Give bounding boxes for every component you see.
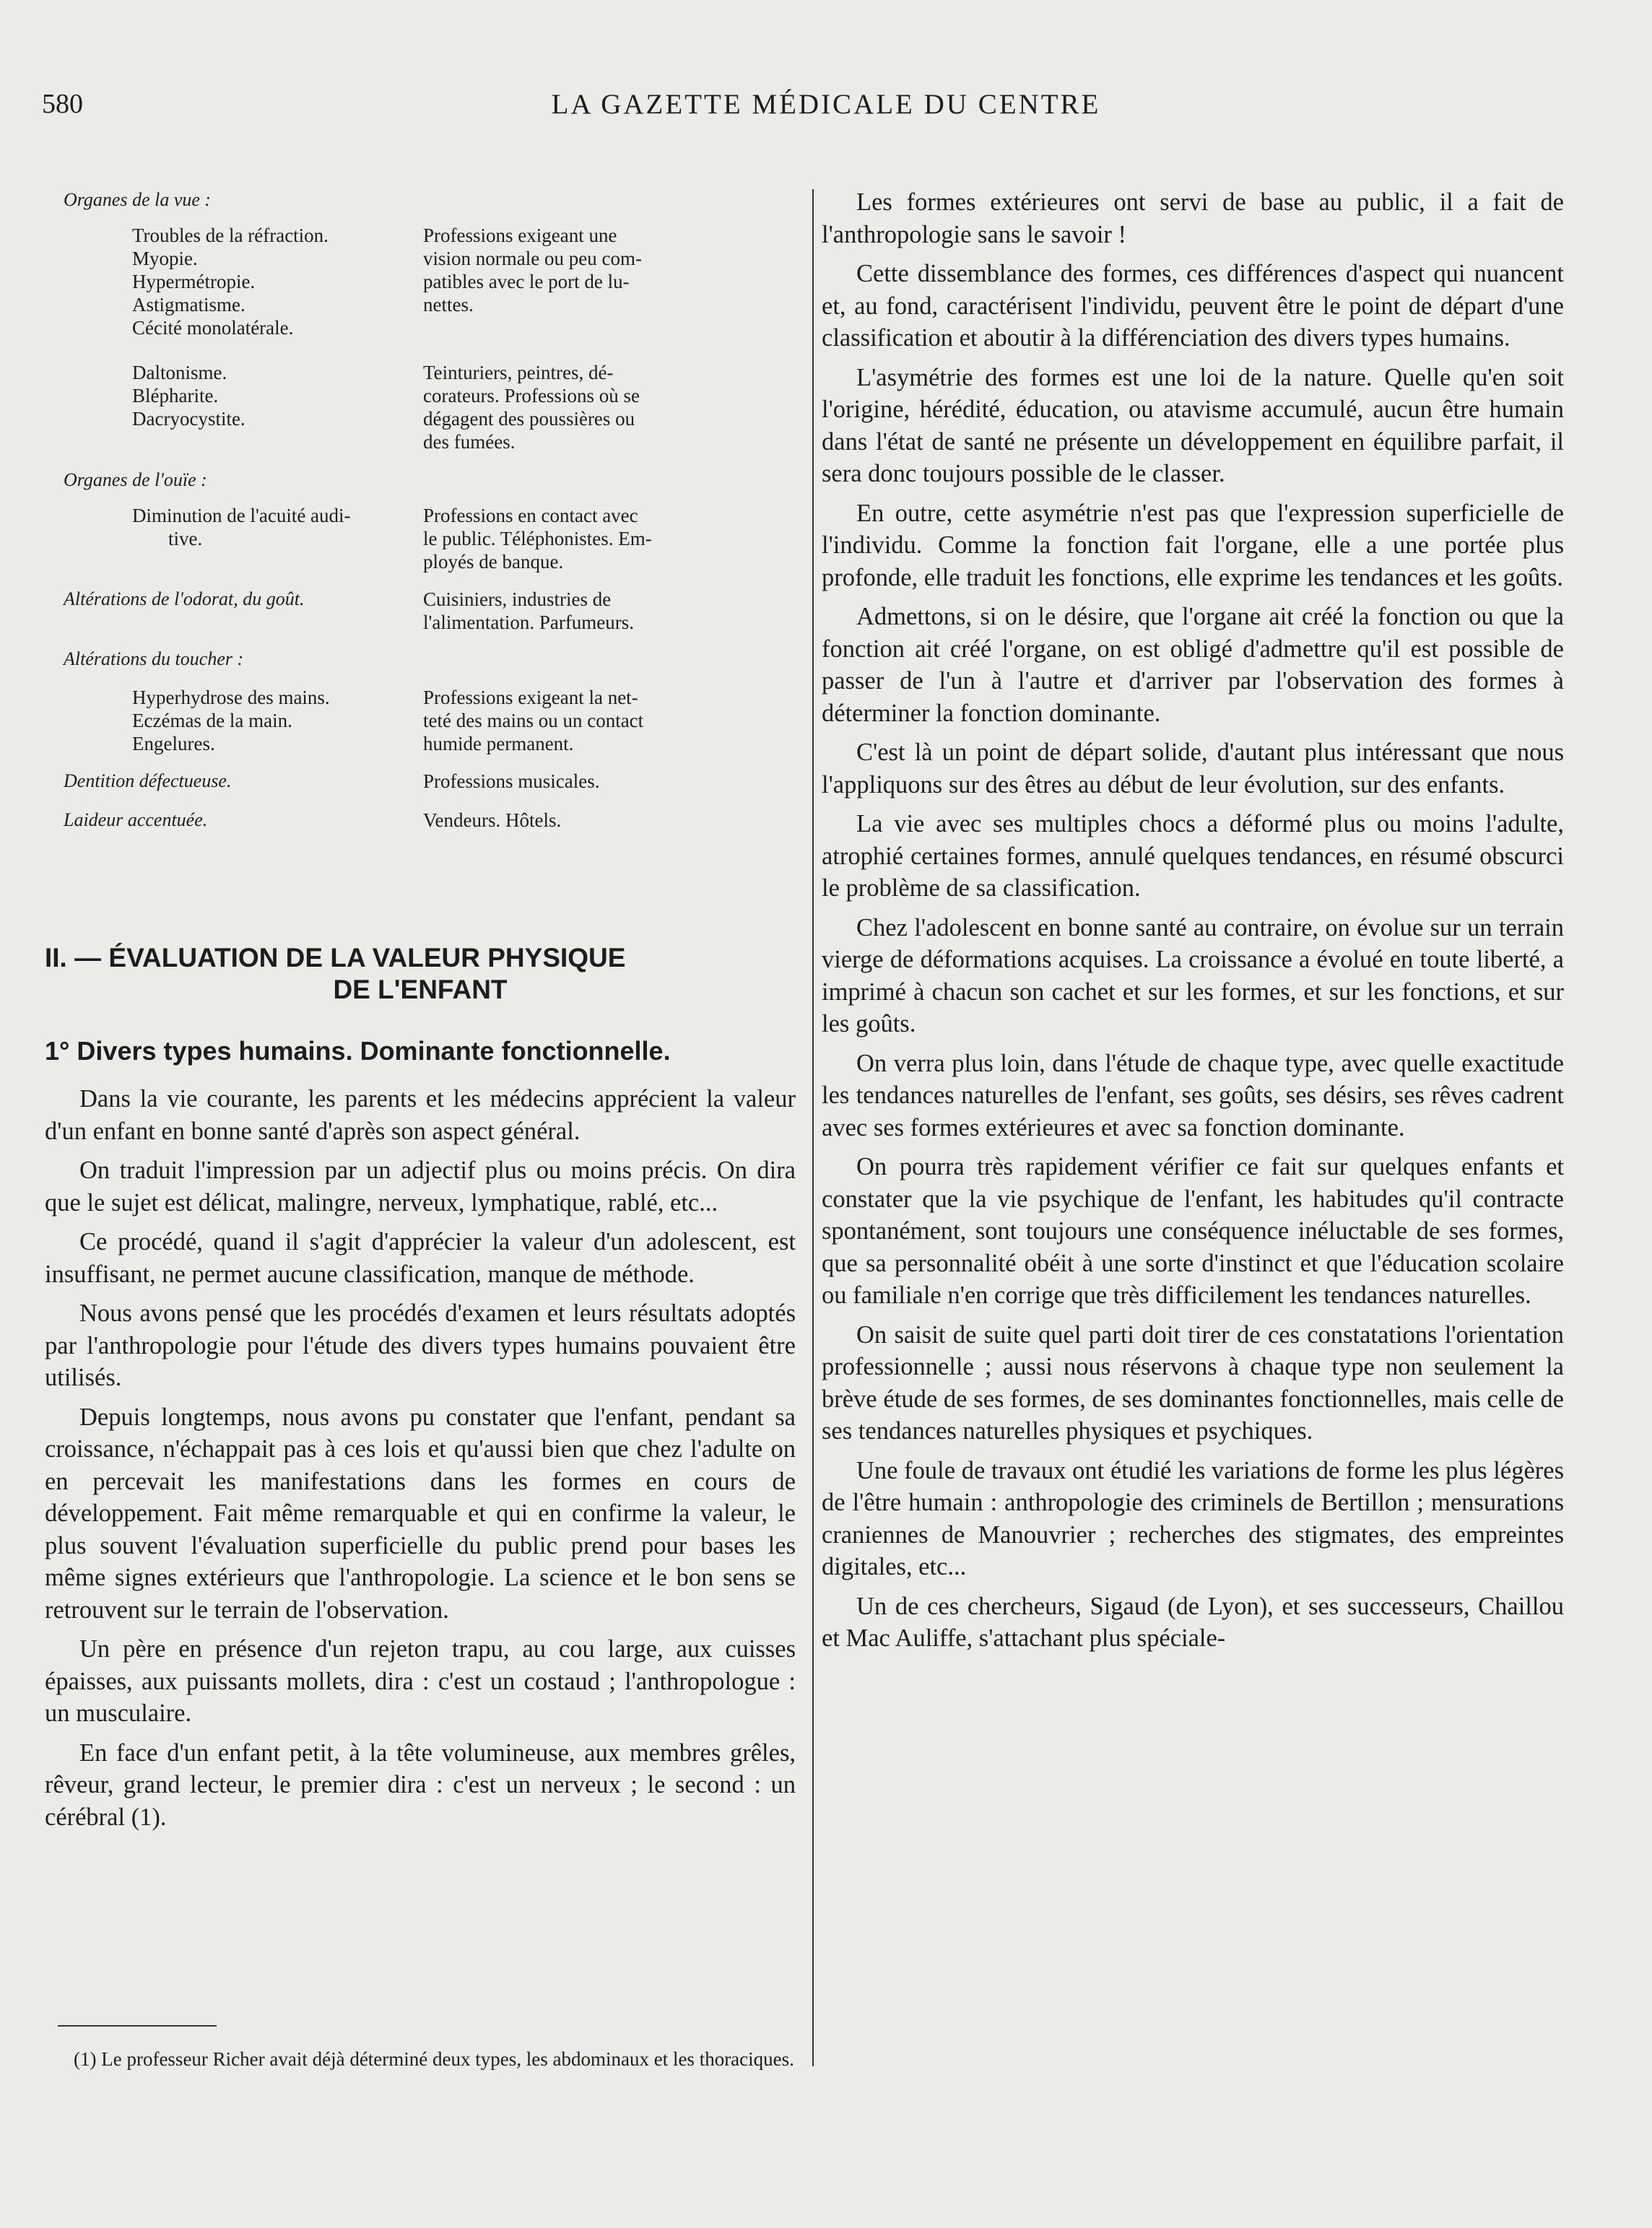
paragraph: Chez l'adolescent en bonne santé au contraire, on évolue sur un terrain vierge de déformations acquises. La croissance a évolué en toute liberté, a imprimé à chacun son cachet et sur les formes, et sur les fonctions, et sur les goûts. xyxy=(822,913,1564,1037)
paragraph: En outre, cette asymétrie n'est pas que l'expression superficielle de l'individu. Comme la fonction fait l'organe, elle a une portée plus profonde, elle traduit les fonctions, elle exprime les tendances et les goûts. xyxy=(822,499,1564,591)
condition: Diminution de l'acuité audi- xyxy=(132,505,351,526)
condition: Troubles de la réfraction. xyxy=(132,225,329,246)
footnote-rule xyxy=(58,2025,217,2027)
occupation-table xyxy=(64,189,793,832)
conditions-cell xyxy=(64,224,417,339)
condition: Hyperhydrose des mains. xyxy=(132,687,330,708)
conditions-cell xyxy=(64,504,417,573)
paragraph: La vie avec ses multiples chocs a déformé plus ou moins l'adulte, atrophié certaines formes, annulé quelques tendances, en résumé obscurci le problème de sa classification. xyxy=(822,810,1564,902)
table-row xyxy=(64,224,793,339)
category-odorat: Altérations de l'odorat, du goût. xyxy=(64,588,305,609)
table-row xyxy=(64,686,793,755)
profession-line: patibles avec le port de lu- xyxy=(423,271,630,292)
profession-line: Professions musicales. xyxy=(423,770,600,792)
page-number: 580 xyxy=(42,89,83,119)
professions-cell xyxy=(417,588,734,634)
category-dentition: Dentition défectueuse. xyxy=(64,770,232,791)
category-vue: Organes de la vue : xyxy=(64,189,212,210)
table-row xyxy=(64,588,793,634)
table-row xyxy=(64,504,793,573)
profession-line: Cuisiniers, industries de xyxy=(423,588,612,610)
profession-line: humide permanent. xyxy=(423,733,574,754)
profession-line: ployés de banque. xyxy=(423,551,564,573)
running-title: LA GAZETTE MÉDICALE DU CENTRE xyxy=(551,89,1101,120)
paragraph: Une foule de travaux ont étudié les variations de forme les plus légères de l'être humain : anthropologie des criminels de Bertillon ; mensurations craniennes de Manouvrier ; recherches des stigmates, des empreintes digitales, etc... xyxy=(822,1456,1564,1580)
condition: Cécité monolatérale. xyxy=(132,317,294,339)
profession-line: l'alimentation. Parfumeurs. xyxy=(423,612,635,633)
paragraph: L'asymétrie des formes est une loi de la nature. Quelle qu'en soit l'origine, hérédité, éducation, ou atavisme accumulé, aucun être humain dans l'état de santé ne présente un développement en équilibre parfait, il sera donc toujours possible de le classer. xyxy=(822,363,1564,487)
paragraph: En face d'un enfant petit, à la tête volumineuse, aux membres grêles, rêveur, grand lecteur, le premier dira : c'est un nerveux ; le second : un cérébral (1). xyxy=(45,1739,796,1831)
condition: Astigmatisme. xyxy=(132,294,245,316)
paragraph: Les formes extérieures ont servi de base au public, il a fait de l'anthropologie sans le savoir ! xyxy=(822,188,1564,248)
professions-cell xyxy=(417,361,734,453)
paragraph: Ce procédé, quand il s'agit d'apprécier la valeur d'un adolescent, est insuffisant, ne permet aucune classification, manque de méthode. xyxy=(45,1228,796,1288)
table-row xyxy=(64,770,793,793)
profession-line: Professions exigeant la net- xyxy=(423,687,638,708)
paragraph: Un de ces chercheurs, Sigaud (de Lyon), et ses successeurs, Chaillou et Mac Auliffe, s'attachant plus spéciale- xyxy=(822,1592,1564,1652)
section-title-line1: II. — ÉVALUATION DE LA VALEUR PHYSIQUE xyxy=(45,943,626,972)
profession-line: dégagent des poussières ou xyxy=(423,408,635,430)
condition: Engelures. xyxy=(132,733,215,754)
category-laideur: Laideur accentuée. xyxy=(64,809,208,830)
table-row xyxy=(64,809,793,832)
paragraph: On pourra très rapidement vérifier ce fait sur quelques enfants et constater que la vie psychique de l'enfant, les habitudes qu'il contracte spontanément, sont toujours une conséquence inéluctable de ses formes, que sa personnalité obéit à une sorte d'instinct et que l'éducation scolaire ou familiale n'en corrige que très difficilement les tendances naturelles. xyxy=(822,1153,1564,1309)
professions-cell xyxy=(417,686,734,755)
conditions-cell xyxy=(64,686,417,755)
condition: Eczémas de la main. xyxy=(132,710,292,731)
paragraph: On traduit l'impression par un adjectif plus ou moins précis. On dira que le sujet est délicat, malingre, nerveux, lymphatique, rablé, etc... xyxy=(45,1157,796,1217)
subsection-title: 1° Divers types humains. Dominante fonctionnelle. xyxy=(45,1036,671,1066)
paragraph: Admettons, si on le désire, que l'organe ait créé la fonction ou que la fonction ait créé l'organe, on est obligé d'admettre qu'il est possible de passer de l'un à l'autre et d'arriver par l'observation des formes à déterminer la fonction dominante. xyxy=(822,603,1564,727)
paragraph: Depuis longtemps, nous avons pu constater que l'enfant, pendant sa croissance, n'échappait pas à ces lois et qu'aussi bien que chez l'adulte on en percevait les manifestations dans les formes en cours de développement. Fait même remarquable et qui en confirme la valeur, le plus souvent l'évaluation superficielle du public prend pour bases les même signes extérieurs que l'anthropologie. La science et le bon sens se retrouvent sur le terrain de l'observation. xyxy=(45,1403,796,1624)
right-column-text xyxy=(822,186,1564,1662)
condition: Hypermétropie. xyxy=(132,271,256,292)
conditions-cell xyxy=(64,361,417,453)
profession-line: le public. Téléphonistes. Em- xyxy=(423,528,652,549)
section-title-line2: DE L'ENFANT xyxy=(333,975,508,1004)
paragraph: Dans la vie courante, les parents et les médecins apprécient la valeur d'un enfant en bonne santé d'après son aspect général. xyxy=(45,1085,796,1145)
profession-line: vision normale ou peu com- xyxy=(423,248,642,269)
profession-line: teté des mains ou un contact xyxy=(423,710,644,731)
condition: Myopie. xyxy=(132,248,198,269)
paragraph: On saisit de suite quel parti doit tirer de ces constatations l'orientation professionnelle ; aussi nous réservons à chaque type non seulement la brève étude de ses formes, de ses dominantes fonctionnelles, mais celle de ses tendances naturelles physiques et psychiques. xyxy=(822,1320,1564,1445)
profession-line: Professions en contact avec xyxy=(423,505,638,526)
professions-cell xyxy=(417,224,734,339)
profession-line: corateurs. Professions où se xyxy=(423,385,640,406)
profession-line: Teinturiers, peintres, dé- xyxy=(423,362,614,383)
paragraph: Nous avons pensé que les procédés d'examen et leurs résultats adoptés par l'anthropologie pour l'étude des divers types humains pouvaient être utilisés. xyxy=(45,1300,796,1391)
condition: Daltonisme. xyxy=(132,362,227,383)
paragraph: Cette dissemblance des formes, ces différences d'aspect qui nuancent et, au fond, caractérisent l'individu, peuvent être le point de départ d'une classification et aboutir à la différenciation des divers types humains. xyxy=(822,260,1564,352)
column-rule xyxy=(812,189,814,2066)
section-title xyxy=(45,942,796,1006)
profession-line: Vendeurs. Hôtels. xyxy=(423,809,562,831)
condition: Dacryocystite. xyxy=(132,408,245,430)
condition: tive. xyxy=(168,528,203,549)
paragraph: Un père en présence d'un rejeton trapu, au cou large, aux cuisses épaisses, aux puissants mollets, dira : c'est un costaud ; l'anthropologue : un musculaire. xyxy=(45,1635,796,1727)
profession-line: nettes. xyxy=(423,294,474,316)
table-row xyxy=(64,361,793,453)
condition: Blépharite. xyxy=(132,385,219,406)
category-toucher: Altérations du toucher : xyxy=(64,648,244,669)
profession-line: des fumées. xyxy=(423,431,516,453)
footnote: (1) Le professeur Richer avait déjà déterminé deux types, les abdominaux et les thoraciques. xyxy=(74,2048,794,2070)
left-column-text xyxy=(45,1083,796,1840)
profession-line: Professions exigeant une xyxy=(423,225,617,246)
professions-cell xyxy=(417,504,734,573)
paragraph: C'est là un point de départ solide, d'autant plus intéressant que nous l'appliquons sur des êtres au début de leur évolution, sur des enfants. xyxy=(822,739,1564,798)
category-ouie: Organes de l'ouïe : xyxy=(64,469,207,490)
paragraph: On verra plus loin, dans l'étude de chaque type, avec quelle exactitude les tendances naturelles de l'enfant, ses goûts, ses désirs, ses rêves cadrent avec ses formes extérieures et avec sa fonction dominante. xyxy=(822,1049,1564,1141)
